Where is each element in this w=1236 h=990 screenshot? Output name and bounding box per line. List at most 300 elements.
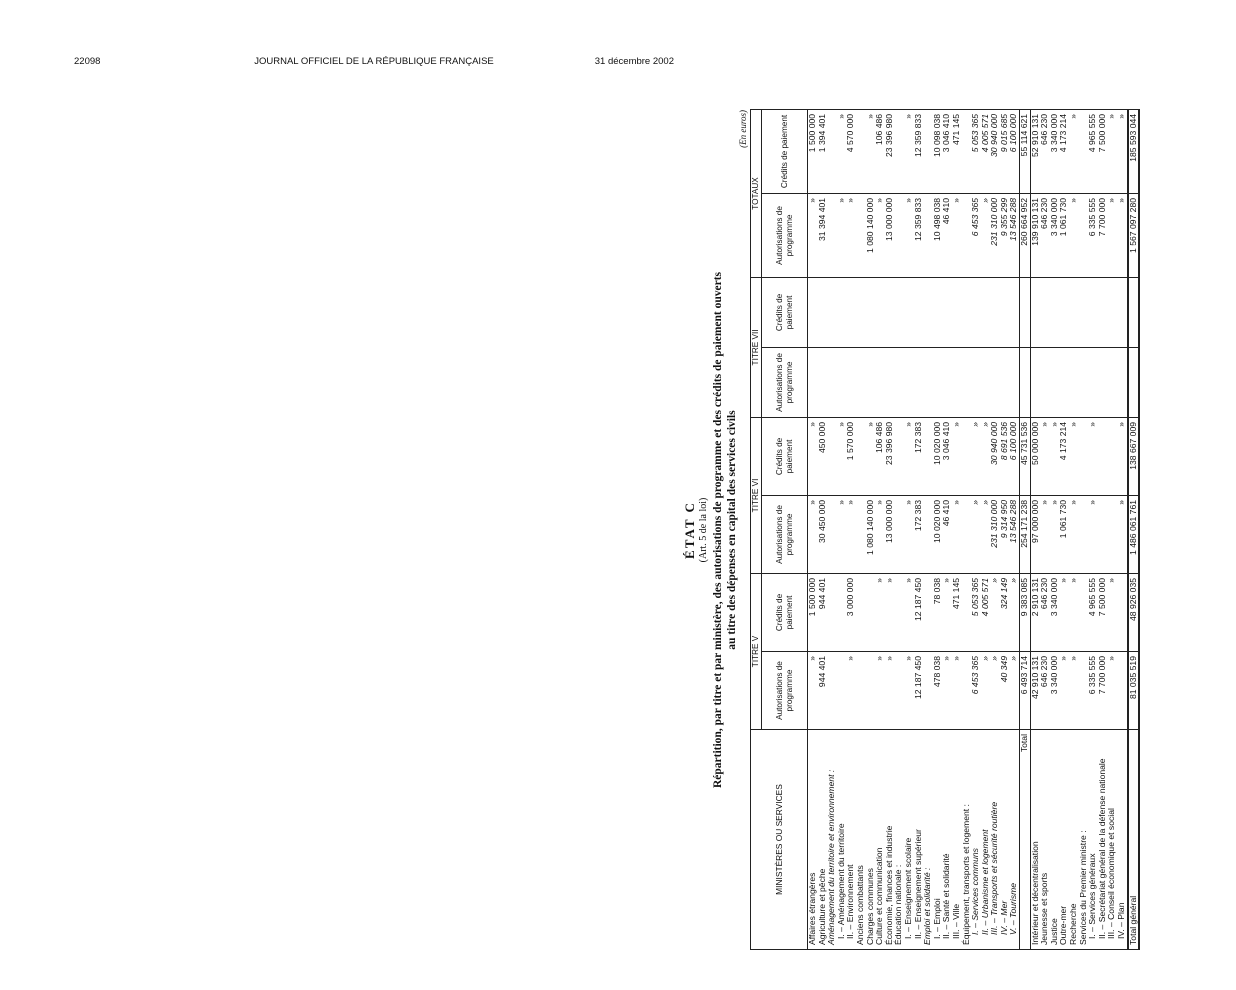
row-value (1098, 347, 1108, 417)
row-value: » (1107, 573, 1117, 651)
row-label: I. – Enseignement scolaire (904, 730, 914, 950)
row-value (933, 277, 943, 347)
table-row (1107, 109, 1117, 949)
row-value: 6 493 714 (1020, 652, 1031, 730)
row-value: » (1069, 417, 1079, 495)
row-label: Outre-mer (1059, 730, 1069, 950)
row-value (827, 193, 837, 277)
table-row (1059, 109, 1069, 949)
table-row (942, 109, 952, 949)
row-value: 1 394 401 (818, 109, 828, 193)
row-value (827, 573, 837, 651)
row-value: » (875, 652, 885, 730)
row-value: 3 340 000 (1050, 193, 1060, 277)
row-value: 6 453 365 (971, 652, 981, 730)
row-value (1020, 347, 1031, 417)
row-value (866, 277, 876, 347)
row-value (827, 109, 837, 193)
row-label: I. – Services communs (971, 730, 981, 950)
row-value: 944 401 (818, 652, 828, 730)
row-value: 30 450 000 (818, 495, 828, 573)
row-value: » (990, 573, 1000, 651)
row-value (971, 277, 981, 347)
row-value: 471 145 (952, 109, 962, 193)
row-value (1107, 495, 1117, 573)
row-value: 10 020 000 (933, 495, 943, 573)
row-value: » (1069, 109, 1079, 193)
row-value: 1 080 140 000 (866, 495, 876, 573)
row-value: 4 005 571 (981, 573, 991, 651)
row-value: 52 910 131 (1030, 109, 1040, 193)
row-value: 106 486 (875, 109, 885, 193)
row-value (962, 347, 972, 417)
row-value (866, 347, 876, 417)
row-value: 5 053 365 (971, 573, 981, 651)
row-value: » (846, 495, 856, 573)
row-value (894, 495, 904, 573)
row-value: 23 396 980 (885, 109, 895, 193)
row-value: 6 100 000 (1009, 109, 1019, 193)
row-value: 13 000 000 (885, 193, 895, 277)
row-value: 6 335 555 (1088, 193, 1098, 277)
row-value: » (837, 193, 847, 277)
row-value: 45 731 536 (1020, 417, 1031, 495)
row-value: 4 173 214 (1059, 109, 1069, 193)
ap-header: Autorisations de programme (762, 347, 808, 417)
row-value (818, 277, 828, 347)
row-label: II. – Enseignement supérieur (914, 730, 924, 950)
row-value: 6 335 555 (1088, 652, 1098, 730)
row-value (808, 347, 818, 417)
row-value (1069, 347, 1079, 417)
row-value: 40 349 (1000, 652, 1010, 730)
row-value: 13 546 288 (1009, 193, 1019, 277)
row-value (914, 277, 924, 347)
cp-header: Crédits de paiement (762, 109, 808, 193)
row-label: Emploi et solidarité : (923, 730, 933, 950)
row-value (808, 277, 818, 347)
row-value: » (1117, 495, 1128, 573)
row-value: » (1050, 417, 1060, 495)
row-label: Intérieur et décentralisation (1030, 730, 1040, 950)
row-value: » (1040, 495, 1050, 573)
row-value: » (952, 652, 962, 730)
row-label: III. – Transports et sécurité routière (990, 730, 1000, 950)
row-value: 3 000 000 (846, 573, 856, 651)
row-value: 172 383 (914, 495, 924, 573)
row-value: » (904, 573, 914, 651)
total-row (1020, 109, 1031, 949)
row-value (856, 652, 866, 730)
row-value: 12 359 833 (914, 109, 924, 193)
row-value (1050, 277, 1060, 347)
row-value (1107, 277, 1117, 347)
row-value: 3 340 000 (1050, 652, 1060, 730)
row-value (1098, 417, 1108, 495)
row-value: 254 171 238 (1020, 495, 1031, 573)
row-value: 324 149 (1000, 573, 1010, 651)
row-value: 944 401 (818, 573, 828, 651)
page-number: 22098 (74, 56, 101, 67)
row-value (856, 109, 866, 193)
row-value: 4 173 214 (1059, 417, 1069, 495)
row-value: 6 453 365 (971, 193, 981, 277)
row-value: » (1050, 495, 1060, 573)
row-value (837, 347, 847, 417)
row-value (904, 347, 914, 417)
row-value: » (990, 652, 1000, 730)
table-row (1069, 109, 1079, 949)
row-value: » (971, 417, 981, 495)
row-value: 7 500 000 (1098, 109, 1108, 193)
row-value (1128, 347, 1140, 417)
table-row (885, 109, 895, 949)
table-row (1117, 109, 1128, 949)
row-value: 23 396 980 (885, 417, 895, 495)
row-value: » (808, 495, 818, 573)
row-value: 46 410 (942, 495, 952, 573)
row-label: V. – Tourisme (1009, 730, 1019, 950)
row-value: 78 038 (933, 573, 943, 651)
row-value: 478 038 (933, 652, 943, 730)
row-label: Justice (1050, 730, 1060, 950)
row-value (827, 277, 837, 347)
row-value (1030, 277, 1040, 347)
row-label: I. – Emploi (933, 730, 943, 950)
row-value: 12 359 833 (914, 193, 924, 277)
row-value: » (904, 652, 914, 730)
row-value (981, 277, 991, 347)
row-label: IV. – Mer (1000, 730, 1010, 950)
row-value (894, 652, 904, 730)
row-value (1098, 277, 1108, 347)
row-value (1117, 573, 1128, 651)
row-value (856, 277, 866, 347)
row-value: 46 410 (942, 193, 952, 277)
row-value (1117, 277, 1128, 347)
row-value: 4 965 555 (1088, 109, 1098, 193)
row-value: 10 498 038 (933, 193, 943, 277)
row-value: 1 567 097 280 (1128, 193, 1140, 277)
row-value: » (1069, 573, 1079, 651)
row-value: 1 570 000 (846, 417, 856, 495)
row-label: Anciens combattants (856, 730, 866, 950)
row-value (1040, 347, 1050, 417)
row-value (894, 573, 904, 651)
row-value (894, 277, 904, 347)
row-value: » (1009, 652, 1019, 730)
row-value (875, 277, 885, 347)
row-value (894, 193, 904, 277)
row-value (837, 652, 847, 730)
article-reference: (Art. 5 de la loi) (698, 497, 709, 563)
row-label: IV. – Plan (1117, 730, 1128, 950)
row-value (1030, 347, 1040, 417)
row-value: 450 000 (818, 417, 828, 495)
row-value (894, 417, 904, 495)
row-value: » (1107, 193, 1117, 277)
row-value: » (1117, 109, 1128, 193)
row-value: 30 940 000 (990, 417, 1000, 495)
row-value (923, 277, 933, 347)
row-value: » (1088, 495, 1098, 573)
row-value (846, 277, 856, 347)
rotated-table-page (676, 110, 1236, 950)
row-value: 3 340 000 (1050, 109, 1060, 193)
row-value: 172 383 (914, 417, 924, 495)
row-label: Culture et communication (875, 730, 885, 950)
row-label: Recherche (1069, 730, 1079, 950)
table-body (808, 109, 1140, 949)
row-value (1020, 277, 1031, 347)
row-value: » (904, 495, 914, 573)
row-value: 55 114 621 (1020, 109, 1031, 193)
row-value: » (952, 417, 962, 495)
row-value (827, 347, 837, 417)
row-value: 2 910 131 (1030, 573, 1040, 651)
row-label: Économie, finances et industrie (885, 730, 895, 950)
row-value (875, 347, 885, 417)
row-value (981, 347, 991, 417)
row-value: » (875, 495, 885, 573)
row-value: » (837, 417, 847, 495)
row-value (1079, 277, 1089, 347)
row-value: » (875, 573, 885, 651)
row-value (1009, 347, 1019, 417)
row-value: 260 664 952 (1020, 193, 1031, 277)
row-value: 10 020 000 (933, 417, 943, 495)
row-label: Équipement, transports et logement : (962, 730, 972, 950)
row-value: » (1107, 652, 1117, 730)
row-value: » (981, 495, 991, 573)
row-label: II. – Environnement (846, 730, 856, 950)
row-value: » (1009, 573, 1019, 651)
row-value: » (866, 417, 876, 495)
row-value (1079, 495, 1089, 573)
row-label: I. – Aménagement du territoire (837, 730, 847, 950)
row-label: III. – Conseil économique et social (1107, 730, 1117, 950)
row-value: 8 691 536 (1000, 417, 1010, 495)
row-value: 5 053 365 (971, 109, 981, 193)
row-value: » (1117, 193, 1128, 277)
row-value: 7 700 000 (1098, 193, 1108, 277)
row-value (894, 109, 904, 193)
row-value: 646 230 (1040, 193, 1050, 277)
row-value: 50 000 000 (1030, 417, 1040, 495)
cp-header: Crédits de paiement (762, 573, 808, 651)
table-header (751, 109, 808, 949)
row-value (962, 417, 972, 495)
row-value: 1 061 730 (1059, 193, 1069, 277)
row-value (1069, 277, 1079, 347)
row-value (1128, 277, 1140, 347)
table-title-line2: au titre des dépenses en capital des services civils (726, 410, 738, 650)
table-row (846, 109, 856, 949)
row-value (885, 277, 895, 347)
unit-note: (En euros) (738, 110, 748, 148)
row-value (827, 652, 837, 730)
row-label: Éducation nationale : (894, 730, 904, 950)
cp-header: Crédits de paiement (762, 277, 808, 347)
row-value (942, 277, 952, 347)
row-value (990, 347, 1000, 417)
row-value (914, 347, 924, 417)
row-value (904, 277, 914, 347)
titre-vii-header: TITRE VII (751, 277, 762, 417)
row-value: 31 394 401 (818, 193, 828, 277)
row-value: 9 314 950 (1000, 495, 1010, 573)
row-value: » (1107, 109, 1117, 193)
journal-title: JOURNAL OFFICIEL DE LA RÉPUBLIQUE FRANÇAISE (254, 56, 494, 67)
row-value (1117, 347, 1128, 417)
row-value: » (808, 417, 818, 495)
row-label: II. – Urbanisme et logement (981, 730, 991, 950)
row-value (962, 495, 972, 573)
row-value: 48 926 035 (1128, 573, 1140, 651)
row-value (1079, 417, 1089, 495)
table-row (914, 109, 924, 949)
row-value: » (885, 573, 895, 651)
row-value (894, 347, 904, 417)
row-value (1000, 277, 1010, 347)
row-value: 13 546 288 (1009, 495, 1019, 573)
row-value: 7 700 000 (1098, 652, 1108, 730)
row-value: » (1069, 495, 1079, 573)
row-value: 139 910 131 (1030, 193, 1040, 277)
row-value: » (866, 109, 876, 193)
row-value (1098, 495, 1108, 573)
row-label: Agriculture et pêche (818, 730, 828, 950)
row-label: Total (1020, 730, 1031, 950)
row-value: » (837, 109, 847, 193)
row-value: 231 310 000 (990, 495, 1000, 573)
row-value: 9 355 299 (1000, 193, 1010, 277)
table-row (837, 109, 847, 949)
row-value (1107, 417, 1117, 495)
row-value: 1 080 140 000 (866, 193, 876, 277)
row-value: 106 486 (875, 417, 885, 495)
row-value (962, 277, 972, 347)
cp-header: Crédits de paiement (762, 417, 808, 495)
row-value (1088, 277, 1098, 347)
row-value (1050, 347, 1060, 417)
row-value: 1 500 000 (808, 109, 818, 193)
row-value: 30 940 000 (990, 109, 1000, 193)
row-label: I. – Services généraux (1088, 730, 1098, 950)
row-value (885, 347, 895, 417)
row-value: » (1088, 417, 1098, 495)
row-label: Jeunesse et sports (1040, 730, 1050, 950)
grand-total-row (1128, 109, 1140, 949)
row-value (1059, 277, 1069, 347)
row-value (942, 347, 952, 417)
row-value (1059, 347, 1069, 417)
table-row (971, 109, 981, 949)
row-value: » (846, 193, 856, 277)
row-value: 646 230 (1040, 109, 1050, 193)
row-label: II. – Secrétariat général de la défense nationale (1098, 730, 1108, 950)
row-value (1088, 347, 1098, 417)
row-label: II. – Santé et solidarité (942, 730, 952, 950)
row-value (1117, 652, 1128, 730)
row-value: » (904, 417, 914, 495)
row-value: 97 000 000 (1030, 495, 1040, 573)
table-row (1009, 109, 1019, 949)
row-value: 1 486 061 761 (1128, 495, 1140, 573)
titre-vi-header: TITRE VI (751, 417, 762, 573)
row-value: 81 035 519 (1128, 652, 1140, 730)
table-row (894, 109, 904, 949)
row-value (856, 417, 866, 495)
row-value (990, 277, 1000, 347)
row-value: » (1040, 417, 1050, 495)
totaux-header: TOTAUX (751, 109, 762, 277)
row-value (846, 347, 856, 417)
row-value: 6 100 000 (1009, 417, 1019, 495)
row-value: 1 500 000 (808, 573, 818, 651)
row-value (837, 277, 847, 347)
row-value: » (1117, 417, 1128, 495)
row-value (1107, 347, 1117, 417)
row-value: » (837, 495, 847, 573)
row-label: Services du Premier ministre : (1079, 730, 1089, 950)
row-value (866, 573, 876, 651)
table-title-line1: Répartition, par titre et par ministère, des autorisations de programme et des crédits de paiement ouverts (712, 271, 724, 789)
row-value: 138 667 009 (1128, 417, 1140, 495)
row-value (1000, 347, 1010, 417)
row-value (923, 347, 933, 417)
row-value: 3 340 000 (1050, 573, 1060, 651)
row-value (1009, 277, 1019, 347)
row-value: 12 187 450 (914, 573, 924, 651)
row-value: » (981, 652, 991, 730)
row-value: 3 046 410 (942, 417, 952, 495)
row-value: » (904, 193, 914, 277)
row-value: 4 965 555 (1088, 573, 1098, 651)
row-value: 12 187 450 (914, 652, 924, 730)
row-value: » (1069, 193, 1079, 277)
row-value (856, 573, 866, 651)
publication-date: 31 décembre 2002 (594, 56, 674, 67)
row-value: 42 910 131 (1030, 652, 1040, 730)
row-value: 4 005 571 (981, 109, 991, 193)
row-value: 231 310 000 (990, 193, 1000, 277)
row-value: » (981, 417, 991, 495)
row-value: » (808, 652, 818, 730)
row-value (856, 347, 866, 417)
row-value: » (808, 193, 818, 277)
row-value: 646 230 (1040, 652, 1050, 730)
row-value (952, 347, 962, 417)
row-value: 7 500 000 (1098, 573, 1108, 651)
row-value: 471 145 (952, 573, 962, 651)
page-header (74, 56, 674, 70)
row-value: 185 593 044 (1128, 109, 1140, 193)
table-row (866, 109, 876, 949)
row-value: » (942, 652, 952, 730)
row-value: » (875, 193, 885, 277)
row-value (971, 347, 981, 417)
row-label: Charges communes (866, 730, 876, 950)
row-value (1040, 277, 1050, 347)
row-value: 13 000 000 (885, 495, 895, 573)
row-value (1079, 347, 1089, 417)
row-value: 646 230 (1040, 573, 1050, 651)
row-value: 1 061 730 (1059, 495, 1069, 573)
row-value: » (942, 573, 952, 651)
ap-header: Autorisations de programme (762, 652, 808, 730)
row-value: » (885, 652, 895, 730)
